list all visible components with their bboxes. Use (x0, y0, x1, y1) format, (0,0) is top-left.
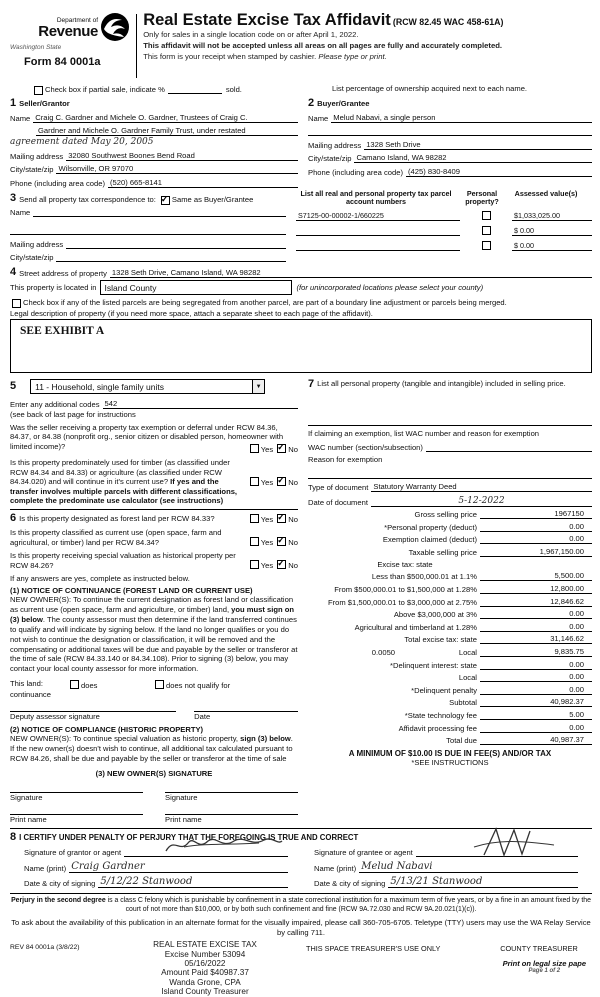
dor-logo (10, 6, 130, 68)
date-of-document-input[interactable]: 5-12-2022 (371, 496, 592, 507)
section1-number: 1 (10, 97, 17, 109)
does-not-label: does not qualify for (166, 681, 231, 691)
section4-number: 4 (10, 266, 17, 278)
forest-land-section (10, 513, 298, 824)
seller-name-label: Name (10, 113, 31, 123)
section2-number: 2 (308, 97, 315, 109)
subtitle-line3: This form is your receipt when stamped by cashier. (143, 51, 319, 61)
buyer-name-input[interactable]: Melud Nabavi, a single person (331, 113, 592, 123)
treasurer-stamp (120, 940, 290, 997)
q2-yes-label: Yes (260, 478, 274, 488)
timber-question: Is this property predominately used for timber (as classified under RCW 84.34 and 84.33) or agriculture (as classified under RCW 84.34.020) and will continue in it's current use? (10, 458, 230, 487)
washington-state-label: Washington State (10, 44, 62, 51)
grantor-signature-block (24, 844, 288, 889)
assessed-value-input-1[interactable]: $1,033,025.00 (512, 211, 592, 221)
historical-property-question: Is this property receiving special valuation as historical property per RCW 84.26? (10, 551, 236, 570)
minimum-due-note: A MINIMUM OF $10.00 IS DUE IN FEE(S) AND/OR TAX (348, 749, 552, 759)
q6a-no-checkbox[interactable] (277, 514, 286, 523)
if-any-yes-note: If any answers are yes, complete as instructed below. (10, 574, 190, 584)
legal-description-box[interactable] (10, 319, 592, 373)
same-as-buyer-label: Same as Buyer/Grantee (171, 194, 254, 204)
taxable-selling-price-value[interactable]: 1,967,150.00 (480, 547, 592, 557)
certification-section (10, 832, 592, 889)
tier3-value[interactable]: 12,846.62 (480, 597, 592, 607)
tier4-label: Above $3,000,000 at 3% (393, 610, 477, 620)
grantee-signature-label: Signature of grantee or agent (314, 848, 413, 858)
parcel-col-header: List all real and personal property tax parcel account numbers (300, 188, 452, 206)
local-label: Local (458, 648, 477, 658)
segregated-label: Check box if any of the listed parcels are being segregated from another parcel, are part of a boundary line adjustment or parcels being merged. (23, 298, 507, 307)
assessor-date-line[interactable]: Date (194, 711, 298, 721)
print-legal-size-note: Print on legal size pape Page 1 of 2 (502, 959, 586, 974)
q6a-yes-checkbox[interactable] (250, 514, 259, 523)
q6a-no-label: No (288, 514, 298, 524)
timber-question-bold: If yes and the transfer involves multiple parcels with different classifications, complete the predominate use calculator (see instructions) (10, 477, 238, 506)
county-treasurer-label: COUNTY TREASURER (500, 944, 578, 954)
grantor-signature-scribble (164, 833, 284, 859)
grantee-signature-scribble (464, 827, 574, 859)
buyer-mailing-label: Mailing address (308, 140, 362, 150)
excise-tax-state-header: Excise tax: state (377, 559, 433, 569)
parcel-row (296, 240, 592, 251)
county-note: (for unincorporated locations please select your county) (296, 283, 484, 292)
exemption-claimed-label: Exemption claimed (deduct) (382, 535, 477, 545)
type-of-document-input[interactable]: Statutory Warranty Deed (371, 482, 592, 492)
delinquent-interest-state-label: *Delinquent interest: state (390, 660, 477, 670)
local-rate-value: 0.0050 (371, 648, 396, 658)
segregated-checkbox[interactable] (12, 299, 21, 308)
grantee-date-city-label: Date & city of signing (314, 879, 386, 889)
same-as-buyer-checkbox[interactable] (161, 196, 170, 205)
q2-no-checkbox[interactable] (277, 477, 286, 486)
assessed-value-input-3[interactable]: $ 0.00 (512, 241, 592, 251)
new-owners-signature-title: (3) NEW OWNER(S) SIGNATURE (95, 768, 213, 778)
notice-compliance-title: (2) NOTICE OF COMPLIANCE (HISTORIC PROPERTY) (10, 725, 204, 735)
revenue-swirl-icon (100, 12, 130, 44)
total-due-value[interactable]: 40,987.37 (480, 735, 592, 745)
grantor-date-city-input[interactable]: 5/12/22 Stanwood (98, 876, 288, 888)
section3-label: Send all property tax correspondence to: (19, 194, 156, 204)
see-instructions-note: *SEE INSTRUCTIONS (411, 758, 489, 768)
reason-for-exemption-label: Reason for exemption (308, 455, 383, 464)
header-divider (136, 14, 137, 78)
ownership-percentage-note: List percentage of ownership acquired next to each name. (332, 84, 528, 93)
stamp-line: 05/16/2022 (184, 959, 226, 968)
section6-number: 6 (10, 511, 17, 524)
personal-property-checkbox-2[interactable] (482, 226, 491, 235)
wac-number-input[interactable] (426, 442, 592, 452)
buyer-phone-input[interactable]: (425) 830-8409 (406, 167, 592, 177)
parcel-number-input-2[interactable] (296, 226, 460, 236)
revenue-wordmark: Revenue (38, 23, 98, 40)
rcw-reference: (RCW 82.45 WAC 458-61A) (392, 17, 504, 27)
parcel-number-input[interactable]: S7125-00-00002-1/660225 (296, 211, 460, 221)
agricultural-timberland-value[interactable]: 0.00 (480, 622, 592, 632)
parcel-number-input-3[interactable] (296, 241, 460, 251)
seller-mailing-input[interactable]: 32080 Southwest Boones Bend Road (66, 151, 298, 161)
stamp-line: Amount Paid $40987.37 (161, 968, 249, 978)
tier4-value[interactable]: 0.00 (480, 609, 592, 619)
type-of-document-label: Type of document (308, 483, 369, 492)
buyer-grantee-section (306, 96, 592, 188)
buyer-city-input[interactable]: Camano Island, WA 98282 (354, 153, 592, 163)
q2-yes-checkbox[interactable] (250, 477, 259, 486)
county-dropdown[interactable] (100, 280, 292, 295)
section7-number: 7 (308, 378, 315, 390)
additional-codes-label: Enter any additional codes (10, 400, 100, 409)
additional-codes-input[interactable]: 542 (103, 399, 299, 409)
treasurer-use-only-label: THIS SPACE TREASURER'S USE ONLY (306, 944, 441, 954)
stamp-line: Island County Treasurer (161, 987, 249, 997)
parcel-row (296, 225, 592, 236)
property-address-section (10, 267, 592, 373)
exemption-deferral-question: Was the seller receiving a property tax exemption or deferral under RCW 84.36, 84.37, or 84.38 (nonprofit org., senior citizen or disabled person, homeowner with limited income)? (10, 423, 284, 451)
new-owner-print-name-line-1[interactable]: Print name (10, 814, 143, 824)
sold-label: sold. (225, 85, 242, 94)
total-excise-state-label: Total excise tax: state (404, 635, 477, 645)
buyer-phone-label: Phone (including area code) (308, 167, 403, 177)
seller-name-input[interactable]: Craig C. Gardner and Michele O. Gardner, Trustees of Craig C. (33, 113, 298, 123)
continuance-label: continuance (10, 690, 51, 700)
correspondence-name-input-line2[interactable] (10, 225, 286, 235)
form-number: Form 84 0001a (24, 56, 101, 68)
subtotal-value[interactable]: 40,982.37 (480, 697, 592, 707)
form-header (10, 6, 592, 78)
section3-number: 3 (10, 191, 17, 204)
delinquent-interest-local-label: Local (458, 673, 477, 683)
assessed-value-col-header: Assessed value(s) (514, 188, 578, 198)
section8-number: 8 (10, 830, 17, 843)
assessed-value-input-2[interactable]: $ 0.00 (512, 226, 592, 236)
tier1-value[interactable]: 5,500.00 (480, 571, 592, 581)
grantor-date-city-label: Date & city of signing (24, 879, 96, 889)
codes-note: (see back of last page for instructions (10, 410, 136, 419)
subtotal-label: Subtotal (449, 698, 477, 708)
correspondence-city-input[interactable] (56, 252, 286, 262)
partial-sale-label: Check box if partial sale, indicate % (45, 85, 165, 94)
grantor-signature-label: Signature of grantor or agent (24, 848, 122, 858)
q2-no-label: No (288, 478, 298, 488)
q1-yes-label: Yes (260, 445, 274, 455)
partial-sale-checkbox[interactable] (34, 86, 43, 95)
correspondence-name-label: Name (10, 208, 31, 217)
grantee-signature-block (314, 844, 578, 889)
seller-name-input-line2[interactable]: Gardner and Michele O. Gardner Family Trust, under restated (36, 126, 298, 136)
q6b-yes-label: Yes (260, 537, 274, 547)
notice-continuance-body: NEW OWNER(S): To continue the current designation as forest land or classification as current use (open space, farm and agriculture, or timber) land, you must sign on (3) below. The county assessor must then determine if the land transferred continues to qualify and will indicate by signing below. If the land no longer qualifies or you do not wish to continue the designation or classification, it will be removed and the compensating or additional taxes will be due and payable by the seller or transferor at the time of sale (RCW 84.33.140 or 84.34.108). Prior to signing (3) below, you may contact your local county assessor for more information. (10, 595, 298, 674)
taxable-selling-price-label: Taxable selling price (408, 547, 477, 557)
current-use-question: Is this property classified as current use (open space, farm and agricultural, or timber) land per RCW 84.34? (10, 528, 222, 547)
seller-city-label: City/state/zip (10, 165, 54, 174)
seller-city-input[interactable]: Wilsonville, OR 97070 (56, 164, 298, 174)
dept-of-label: Department of (56, 17, 98, 24)
rev-form-number: REV 84 0001a (3/8/22) (10, 944, 80, 952)
parcel-row (296, 210, 592, 221)
date-of-document-label: Date of document (308, 497, 368, 507)
subtitle-line2: This affidavit will not be accepted unless all areas on all pages are fully and accurately completed. (143, 40, 503, 50)
q6c-no-label: No (288, 560, 298, 570)
buyer-city-label: City/state/zip (308, 154, 352, 163)
forest-land-question: Is this property designated as forest land per RCW 84.33? (19, 513, 215, 523)
correspondence-mailing-label: Mailing address (10, 239, 64, 249)
delinquent-penalty-label: *Delinquent penalty (411, 685, 477, 695)
grantor-print-name-input[interactable]: Craig Gardner (69, 861, 288, 873)
tax-computation-section (308, 482, 592, 767)
type-or-print-note: Please type or print. (318, 51, 387, 61)
state-technology-fee-value[interactable]: 5.00 (480, 710, 592, 720)
does-label: does (81, 681, 98, 691)
delinquent-penalty-value[interactable]: 0.00 (480, 685, 592, 695)
buyer-name-label: Name (308, 113, 329, 123)
notice-continuance-title: (1) NOTICE OF CONTINUANCE (FOREST LAND OR CURRENT USE) (10, 586, 253, 596)
seller-grantor-section (10, 96, 306, 188)
does-not-qualify-checkbox[interactable] (155, 680, 164, 689)
exemption-claimed-value[interactable]: 0.00 (480, 534, 592, 544)
grantor-print-name-label: Name (print) (24, 863, 67, 873)
total-excise-state-value[interactable]: 31,146.62 (480, 634, 592, 644)
land-use-code-dropdown[interactable] (30, 379, 265, 394)
grantee-date-city-input[interactable]: 5/13/21 Stanwood (388, 876, 578, 888)
personal-property-deduct-value[interactable]: 0.00 (480, 522, 592, 532)
tax-correspondence-section (10, 190, 294, 263)
stamp-line: Excise Number 53094 (164, 949, 246, 959)
chevron-down-icon: ▼ (252, 380, 264, 393)
new-owner-signature-line-1[interactable]: Signature (10, 792, 143, 802)
new-owner-signature-line-2[interactable]: Signature (165, 792, 298, 802)
delinquent-interest-state-value[interactable]: 0.00 (480, 660, 592, 670)
affidavit-processing-fee-value[interactable]: 0.00 (480, 723, 592, 733)
use-code-section (10, 379, 298, 506)
street-address-input[interactable]: 1328 Seth Drive, Camano Island, WA 98282 (110, 268, 592, 278)
tier2-value[interactable]: 12,800.00 (480, 584, 592, 594)
q1-no-checkbox[interactable] (277, 444, 286, 453)
does-qualify-checkbox[interactable] (70, 680, 79, 689)
buyer-name-input-line2[interactable] (308, 126, 592, 136)
legal-description-label: Legal description of property (if you need more space, attach a separate sheet to each page of the affidavit). (10, 309, 373, 318)
street-address-label: Street address of property (19, 269, 107, 278)
q6c-yes-label: Yes (260, 560, 274, 570)
grantee-print-name-label: Name (print) (314, 863, 357, 873)
county-dropdown-value: Island County (104, 282, 157, 293)
buyer-mailing-input[interactable]: 1328 Seth Drive (364, 140, 592, 150)
tier3-label: From $1,500,000.01 to $3,000,000 at 2.75% (327, 597, 477, 607)
seller-mailing-label: Mailing address (10, 151, 64, 161)
agricultural-timberland-label: Agricultural and timberland at 1.28% (354, 622, 477, 632)
exemption-claim-label: If claiming an exemption, list WAC number and reason for exemption (308, 429, 540, 438)
seller-name-handwritten: agreement dated May 20, 2005 (10, 137, 154, 147)
correspondence-mailing-input[interactable] (66, 239, 286, 249)
section5-number: 5 (10, 380, 17, 392)
correspondence-name-input[interactable] (33, 207, 286, 217)
deputy-assessor-signature-line[interactable]: Deputy assessor signature (10, 711, 176, 721)
personal-property-checkbox-1[interactable] (482, 211, 491, 220)
q6b-yes-checkbox[interactable] (250, 537, 259, 546)
q1-no-label: No (288, 445, 298, 455)
stamp-line: Wanda Grone, CPA (169, 977, 241, 987)
q6b-no-checkbox[interactable] (277, 537, 286, 546)
perjury-notice: Perjury in the second degree is a class C felony which is punishable by confinement in a state correctional institution for a maximum term of five years, or by a fine in an amount fixed by the court of not more than $10,000, or by both such confinement and fine (RCW 9A.72.030 and RCW 9A.20.021(1)(c)). (11, 897, 591, 914)
q6a-yes-label: Yes (260, 514, 274, 524)
q1-yes-checkbox[interactable] (250, 444, 259, 453)
new-owner-print-name-line-2[interactable]: Print name (165, 814, 298, 824)
notice-compliance-body: NEW OWNER(S): To continue special valuation as historic property, sign (3) below. If the new owner(s) doesn't wish to continue, all additional tax calculated pursuant to RCW 84.26, shall be due and payable by the seller or transferor at the time of sale (10, 734, 293, 763)
land-use-code-value: 11 - Household, single family units (35, 381, 164, 392)
stamp-line: REAL ESTATE EXCISE TAX (153, 940, 257, 950)
personal-property-deduct-label: *Personal property (deduct) (384, 522, 477, 532)
certify-statement: I CERTIFY UNDER PENALTY OF PERJURY THAT THE FOREGOING IS TRUE AND CORRECT (19, 832, 359, 842)
parcel-table (294, 190, 592, 263)
section7-intro: List all personal property (tangible and intangible) included in selling price. (317, 379, 566, 388)
total-due-label: Total due (446, 736, 477, 746)
tier2-label: From $500,000.01 to $1,500,000 at 1.28% (334, 585, 477, 595)
seller-phone-input[interactable]: (520) 665-8141 (108, 178, 298, 188)
gross-selling-price-value[interactable]: 1967150 (480, 509, 592, 519)
page-title: Real Estate Excise Tax Affidavit (143, 11, 391, 29)
section1-title: Seller/Grantor (19, 99, 70, 108)
local-tax-value[interactable]: 9,835.75 (480, 647, 592, 657)
grantee-print-name-input[interactable]: Melud Nabavi (359, 861, 578, 873)
q6b-no-label: No (288, 537, 298, 547)
delinquent-interest-local-value[interactable]: 0.00 (480, 672, 592, 682)
located-in-label: This property is located in (10, 283, 97, 292)
personal-property-col-header: Personal property? (465, 188, 499, 206)
page-number: Page 1 of 2 (528, 968, 561, 974)
partial-sale-percent-input[interactable] (168, 84, 222, 94)
correspondence-city-label: City/state/zip (10, 253, 54, 262)
legal-description-value: SEE EXHIBIT A (20, 325, 105, 337)
this-land-label: This land: (10, 679, 43, 689)
personal-property-list-input[interactable] (308, 416, 592, 426)
personal-property-section (308, 379, 592, 464)
section2-title: Buyer/Grantee (317, 99, 370, 108)
q6c-no-checkbox[interactable] (277, 560, 286, 569)
wac-number-label: WAC number (section/subsection) (308, 443, 423, 452)
personal-property-checkbox-3[interactable] (482, 241, 491, 250)
alternate-format-notice: To ask about the availability of this publication in an alternate format for the visually impaired, please call 360-705-6705. Teletype (TTY) users may use the WA Relay Service by calling 711. (11, 918, 591, 937)
state-technology-fee-label: *State technology fee (404, 711, 477, 720)
seller-phone-label: Phone (including area code) (10, 178, 105, 188)
gross-selling-price-label: Gross selling price (414, 510, 477, 520)
q6c-yes-checkbox[interactable] (250, 560, 259, 569)
subtitle-line1: Only for sales in a single location code on or after April 1, 2022. (143, 30, 359, 40)
tier1-label: Less than $500,000.01 at 1.1% (371, 572, 477, 582)
affidavit-processing-fee-label: Affidavit processing fee (398, 723, 477, 733)
